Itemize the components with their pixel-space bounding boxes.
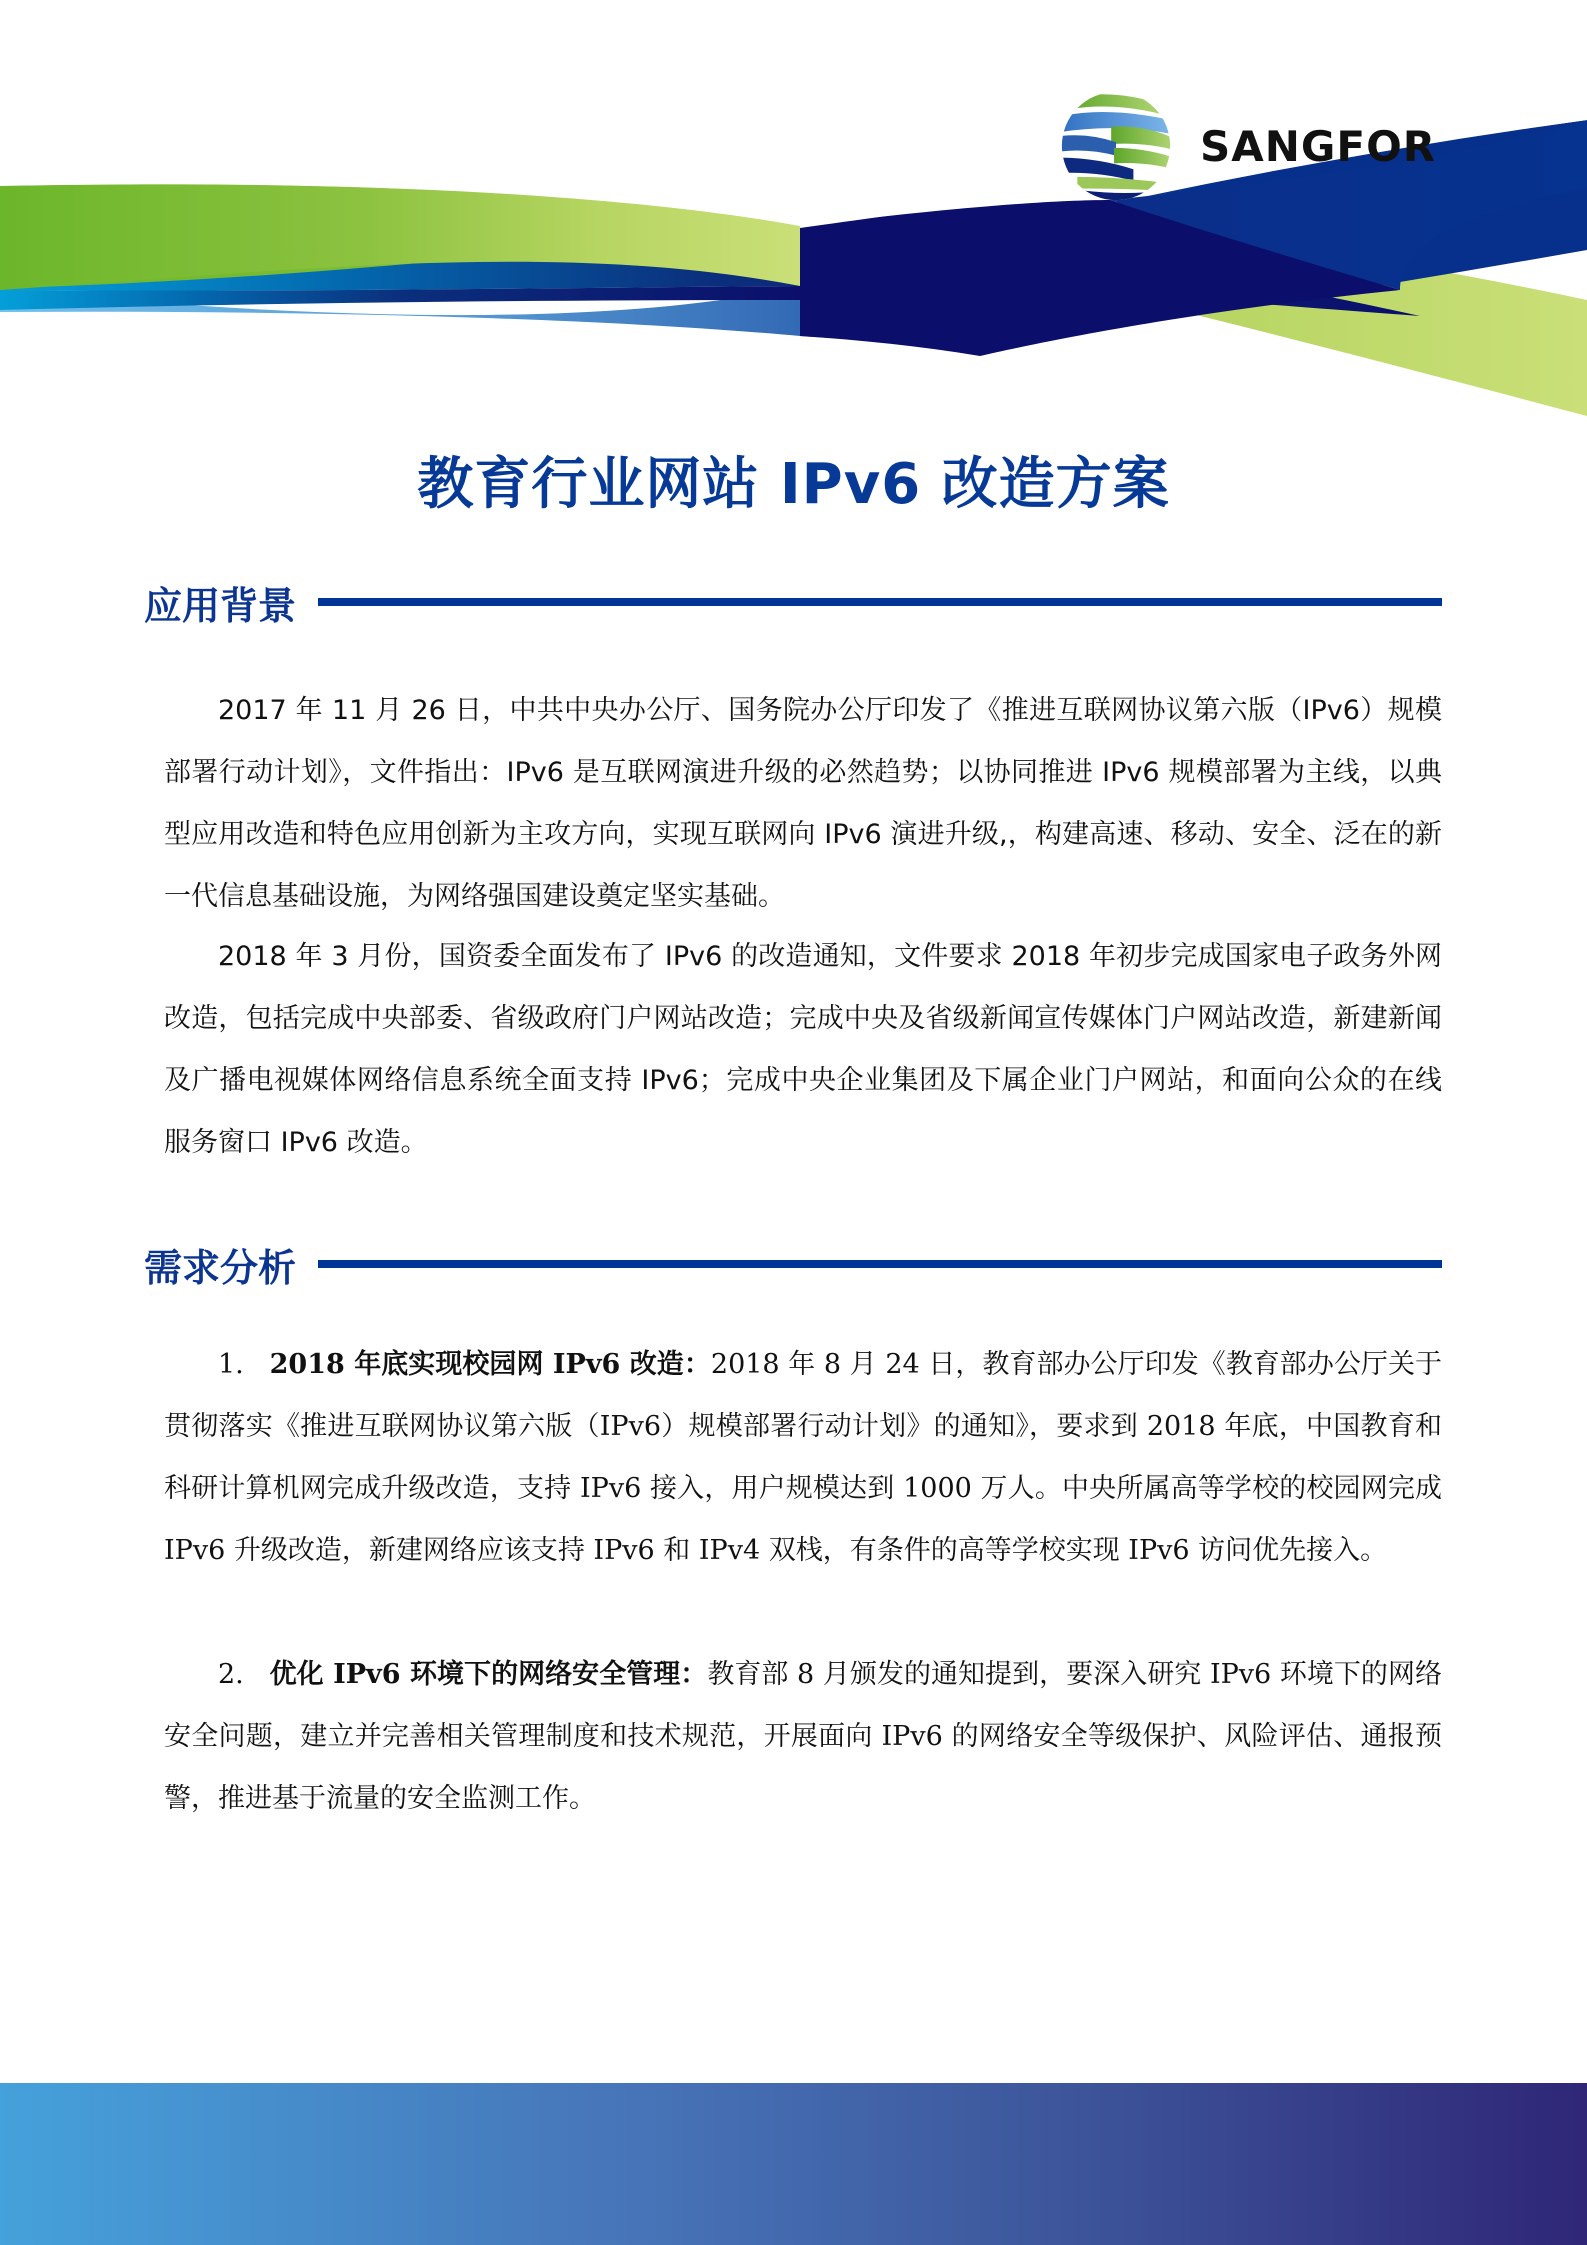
document-title: 教育行业网站 IPv6 改造方案: [417, 452, 1170, 517]
header-swoosh-banner: [0, 0, 1587, 420]
footer-gradient-band: [0, 2083, 1587, 2245]
section-divider: [318, 1260, 1442, 1268]
list-item-body: 2018 年 8 月 24 日，教育部办公厅印发《教育部办公厅关于贯彻落实《推进互联网协议第六版（IPv6）规模部署行动计划》的通知》，要求到 2018 年底，中国教育和科研计算机网完成升级改造，支持 IPv6 接入，用户规模达到 1000 万人。中央所属高等学校的校园网完成 IPv6 升级改造，新建网络应该支持 IPv6 和 IPv4 双栈，有条件的高等学校实现 IPv6 访问优先接入。: [164, 1349, 1442, 1566]
list-item-number: 1.: [218, 1349, 244, 1380]
list-item-title: 优化 IPv6 环境下的网络安全管理：: [269, 1659, 708, 1690]
list-item-number: 2.: [218, 1659, 244, 1690]
section-heading: 应用背景: [144, 583, 297, 628]
paragraph: 2017 年 11 月 26 日，中共中央办公厅、国务院办公厅印发了《推进互联网协议第六版（IPv6）规模部署行动计划》，文件指出：IPv6 是互联网演进升级的必然趋势；以协同推进 IPv6 规模部署为主线，以典型应用改造和特色应用创新为主攻方向，实现互联网向 IPv6 演进升级,，构建高速、移动、安全、泛在的新一代信息基础设施，为网络强国建设奠定坚实基础。: [164, 695, 1442, 912]
list-item: [164, 1644, 1442, 1830]
section-header-requirements: [144, 1234, 1442, 1294]
list-item-body: 教育部 8 月颁发的通知提到，要深入研究 IPv6 环境下的网络安全问题，建立并完善相关管理制度和技术规范，开展面向 IPv6 的网络安全等级保护、风险评估、通报预警，推进基于流量的安全监测工作。: [164, 1659, 1442, 1814]
sangfor-logo: [1058, 86, 1468, 206]
list-item-title: 2018 年底实现校园网 IPv6 改造：: [269, 1349, 711, 1380]
list-item: [164, 1334, 1442, 1582]
section-header-background: [144, 572, 1442, 632]
brand-name: SANGFOR: [1200, 121, 1437, 171]
globe-logo-icon: [1058, 88, 1174, 204]
section-heading: 需求分析: [144, 1245, 297, 1290]
section-divider: [318, 598, 1442, 606]
paragraph: 2018 年 3 月份，国资委全面发布了 IPv6 的改造通知，文件要求 2018 年初步完成国家电子政务外网改造，包括完成中央部委、省级政府门户网站改造；完成中央及省级新闻宣传媒体门户网站改造，新建新闻及广播电视媒体网络信息系统全面支持 IPv6；完成中央企业集团及下属企业门户网站，和面向公众的在线服务窗口 IPv6 改造。: [164, 941, 1442, 1158]
